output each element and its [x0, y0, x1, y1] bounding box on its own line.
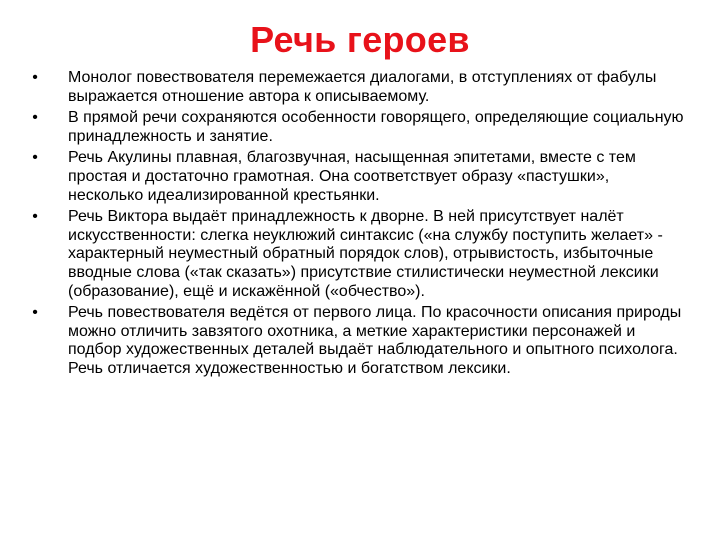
bullet-item: [28, 109, 688, 146]
bullet-item: [28, 149, 688, 205]
bullet-item: [28, 69, 688, 106]
bullet-marker-icon: •: [32, 304, 38, 322]
bullet-list: [28, 69, 688, 382]
bullet-marker-icon: •: [32, 109, 38, 127]
bullet-text: Речь повествователя ведётся от первого лица. По красочности описания природы можно отличить завзятого охотника, а меткие характеристики персонажей и подбор художественных деталей выдаёт наблюдательного и опытного психолога. Речь отличается художественностью и богатством лексики.: [68, 304, 682, 377]
bullet-text: Речь Акулины плавная, благозвучная, насыщенная эпитетами, вместе с тем простая и достаточно грамотная. Она соответствует образу «пастушки», несколько идеализированной крестьянки.: [68, 149, 636, 204]
bullet-item: [28, 304, 688, 378]
bullet-marker-icon: •: [32, 208, 38, 226]
bullet-text: Монолог повествователя перемежается диалогами, в отступлениях от фабулы выражается отношение автора к описываемому.: [68, 69, 657, 105]
slide-title: Речь героев: [250, 19, 470, 60]
bullet-item: [28, 208, 688, 301]
bullet-text: В прямой речи сохраняются особенности говорящего, определяющие социальную принадлежность и занятие.: [68, 109, 684, 145]
bullet-text: Речь Виктора выдаёт принадлежность к дворне. В ней присутствует налёт искусственности: слегка неуклюжий синтаксис («на службу поступить желает» - характерный неуместный обратный порядок слов), отрывистость, избыточные вводные слова («так сказать») присутствие стилистически неуместной лексики (образование), ещё и искажённой («обчество»).: [68, 208, 663, 300]
bullet-marker-icon: •: [32, 149, 38, 167]
bullet-marker-icon: •: [32, 69, 38, 86]
